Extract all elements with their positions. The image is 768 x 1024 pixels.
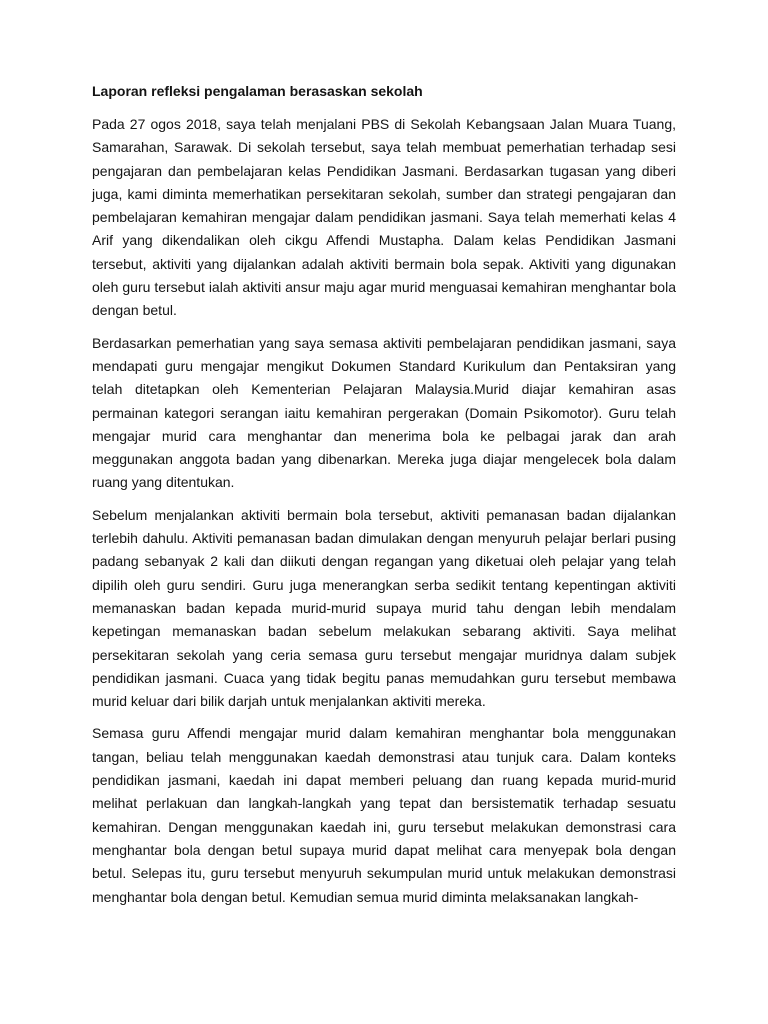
paragraph-3: Sebelum menjalankan aktiviti bermain bola tersebut, aktiviti pemanasan badan dijalankan terlebih dahulu. Aktiviti pemanasan badan dimulakan dengan menyuruh pelajar berlari pusing padang sebanyak 2 kali dan diikuti dengan regangan yang diketuai oleh pelajar yang telah dipilih oleh guru sendiri. Guru juga menerangkan serba sedikit tentang kepentingan aktiviti memanaskan badan kepada murid-murid supaya murid tahu dengan lebih mendalam kepetingan memanaskan badan sebelum melakukan sebarang aktiviti. Saya melihat persekitaran sekolah yang ceria semasa guru tersebut mengajar muridnya dalam subjek pendidikan jasmani. Cuaca yang tidak begitu panas memudahkan guru tersebut membawa murid keluar dari bilik darjah untuk menjalankan aktiviti mereka. — [92, 506, 676, 710]
document-title: Laporan refleksi pengalaman berasaskan sekolah — [92, 83, 423, 99]
paragraph-4: Semasa guru Affendi mengajar murid dalam kemahiran menghantar bola menggunakan tangan, beliau telah menggunakan kaedah demonstrasi atau tunjuk cara. Dalam konteks pendidikan jasmani, kaedah ini dapat memberi peluang dan ruang kepada murid-murid melihat perlakuan dan langkah-langkah yang tepat dan bersistematik terhadap sesuatu kemahiran. Dengan menggunakan kaedah ini, guru tersebut melakukan demonstrasi cara menghantar bola dengan betul supaya murid dapat melihat cara menyepak bola dengan betul. Selepas itu, guru tersebut menyuruh sekumpulan murid untuk melakukan demonstrasi menghantar bola dengan betul. Kemudian semua murid diminta melaksanakan langkah- — [92, 725, 676, 905]
paragraph-1: Pada 27 ogos 2018, saya telah menjalani PBS di Sekolah Kebangsaan Jalan Muara Tuang, Samarahan, Sarawak. Di sekolah tersebut, saya telah membuat pemerhatian terhadap sesi pengajaran dan pembelajaran kelas Pendidikan Jasmani. Berdasarkan tugasan yang diberi juga, kami diminta memerhatikan persekitaran sekolah, sumber dan strategi pengajaran dan pembelajaran kemahiran mengajar dalam pendidikan jasmani. Saya telah memerhati kelas 4 Arif yang dikendalikan oleh cikgu Affendi Mustapha. Dalam kelas Pendidikan Jasmani tersebut, aktiviti yang dijalankan adalah aktiviti bermain bola sepak. Aktiviti yang digunakan oleh guru tersebut ialah aktiviti ansur maju agar murid menguasai kemahiran menghantar bola dengan betul. — [92, 116, 676, 319]
paragraph-2: Berdasarkan pemerhatian yang saya semasa aktiviti pembelajaran pendidikan jasmani, saya mendapati guru mengajar mengikut Dokumen Standard Kurikulum dan Pentaksiran yang telah ditetapkan oleh Kementerian Pelajaran Malaysia.Murid diajar kemahiran asas permainan kategori serangan iaitu kemahiran pergerakan (Domain Psikomotor). Guru telah mengajar murid cara menghantar dan menerima bola ke pelbagai jarak dan arah meggunakan anggota badan yang dibenarkan. Mereka juga diajar mengelecek bola dalam ruang yang ditentukan. — [92, 334, 676, 491]
